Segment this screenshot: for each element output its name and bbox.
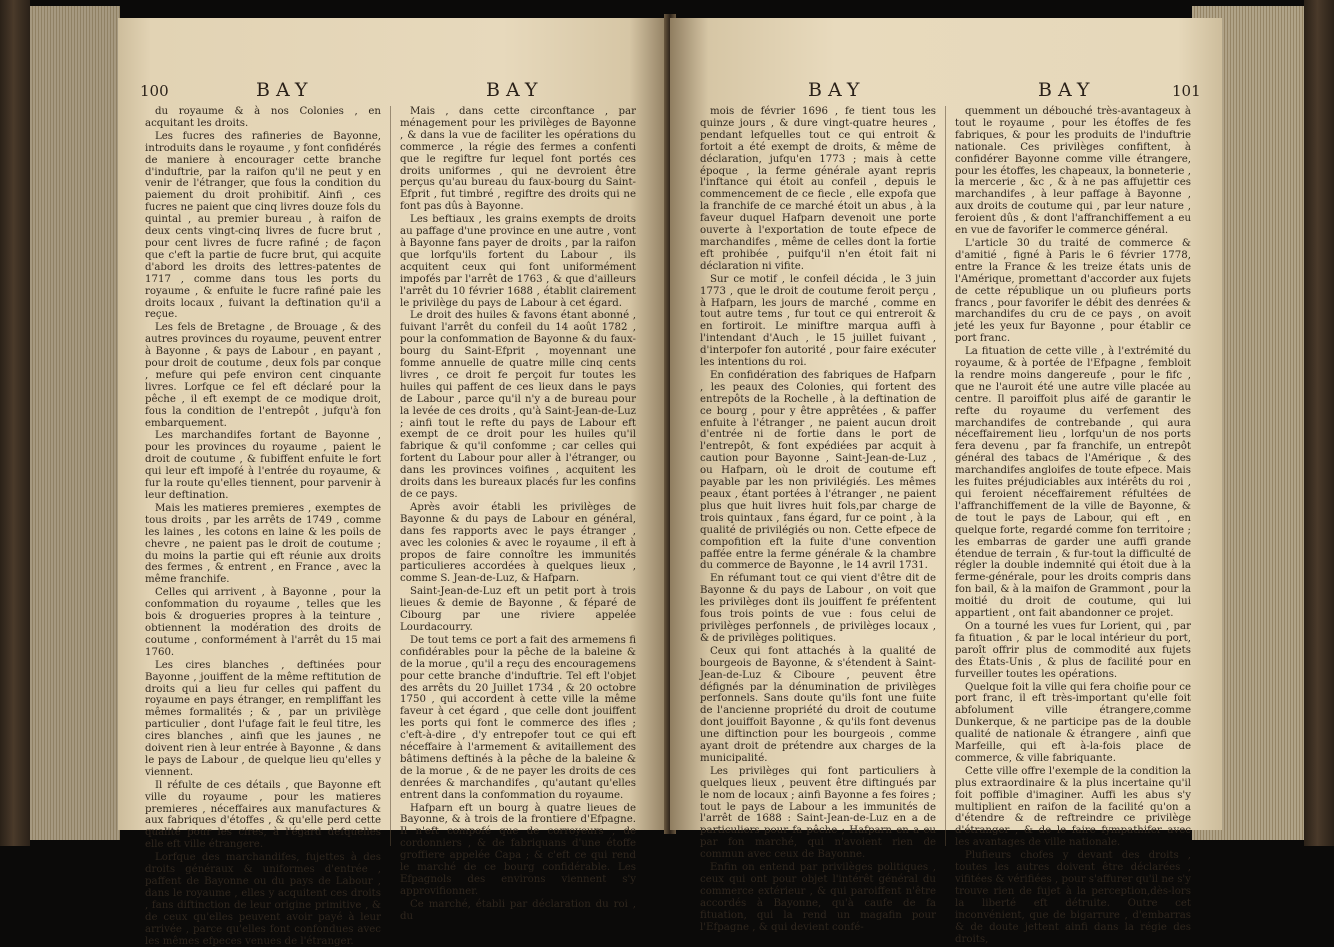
paragraph: Celles qui arrivent , à Bayonne , pour la confommation du royaume , telles que les bois & drogueries propres à la teinture , obtiennent la modération des droits de coutume , conformément à l'arrêt du 15 mai 1760. xyxy=(145,587,381,658)
paragraph: du royaume & à nos Colonies , en acquitant les droits. xyxy=(145,106,381,129)
paragraph: Les fucres des rafineries de Bayonne, introduits dans le royaume , y font confidérés de maniere à encourager cette branche d'induftrie, par la raifon qu'il ne peut y en venir de l'étranger, que fous la condition du paiement du droit prohibitif. Ainfi , ces fucres ne paient que cinq livres douze fols du quintal , au premier bureau , à raifon de deux cents vingt-cinq livres de fucre brut , pour cent livres de fucre rafiné ; de façon que c'eft la partie de fucre brut, qui acquite d'abord les droits des lettres-patentes de 1717 , comme dans tous les ports du royaume , & enfuite le fucre rafiné paie les droits locaux , fuivant la deftination qu'il a reçue. xyxy=(145,130,381,321)
text-column-left xyxy=(700,106,936,934)
running-head: BAY xyxy=(256,79,314,101)
paragraph: Après avoir établi les privilèges de Bayonne & du pays de Labour en général, dans fes rapports avec le pays étranger , avec les colonies & avec le royaume , il eft à propos de faire connoître les immunités particulieres accordées à quelques lieux , comme S. Jean-de-Luz, & Hafparn. xyxy=(400,501,636,585)
page-number: 100 xyxy=(140,82,169,100)
paragraph: Ce marché, établi par déclaration du roi , du xyxy=(400,898,636,922)
page-100 xyxy=(118,18,668,947)
column-rule xyxy=(390,106,391,846)
paragraph: Saint-Jean-de-Luz eft un petit port à trois lieues & demie de Bayonne , & féparé de Cibourg par une riviere appelée Lourdacourry. xyxy=(400,586,636,633)
page-edges-left xyxy=(30,6,120,840)
paragraph: Les beftiaux , les grains exempts de droits au paffage d'une province en une autre , vont à Bayonne fans payer de droits , par la raifon que lorfqu'ils fortent du Labour , ils acquitent ceux qui font uniformément impofés par l'arrêt de 1763 , & que d'ailleurs l'arrêt du 10 février 1688 , établit clairement le privilège du pays de Labour à cet égard. xyxy=(400,214,636,309)
page-101 xyxy=(670,18,1222,945)
paragraph: Mais , dans cette circonftance , par ménagement pour les privilèges de Bayonne , & dans la vue de faciliter les opérations du commerce , la régie des fermes a confenti que le regiftre fur lequel font portés ces droits uniformes , qui ne devroient être perçus qu'au bureau du faux-bourg du Saint-Efprit , fut timbré , regiftre des droits qui ne font pas dûs à Bayonne. xyxy=(400,106,636,213)
running-head: BAY xyxy=(486,79,544,101)
paragraph: Quelque foit la ville qui fera choifie pour ce port franc, il eft très-important qu'elle foit abfolument ville étrangere,comme Dunkerque, & ne participe pas de la double qualité de nationale & étrangere , ainfi que Marfeille, qui eft à-la-fois place de commerce, & ville fabriquante. xyxy=(955,681,1191,764)
paragraph: Il réfulte de ces détails , que Bayonne eft ville du royaume , pour les matieres premieres , néceffaires aux manufactures & aux fabriques d'étoffes , & qu'elle perd cette qualité pour les cires, à l'égard defquelles elle eft ville étrangere. xyxy=(145,779,381,851)
paragraph: La fituation de cette ville , à l'extrémité du royaume, & à portée de l'Efpagne , fembloit la rendre moins dangereufe , pour le fifc , que ne l'auroit été une autre ville placée au centre. Il paroiffoit plus aifé de garantir le refte du royaume du verfement des marchandifes de contrebande , qui aura néceffairement lieu , lorfqu'un de nos ports fera devenu , par fa franchife, un entrepôt général des tabacs de l'Amérique , & des marchandifes angloifes de toute efpece. Mais les fuites préjudiciables aux intérêts du roi , qui feroient néceffairement réfultées de l'affranchiffement de la ville de Bayonne, & de tout le pays de Labour, qui eft , en quelque forte, regardé comme fon territoire ; les embarras de garder une auffi grande étendue de terrain , & fur-tout la difficulté de régler la double indemnité qui étoit due à la ferme-générale, pour les droits compris dans fon bail, & à la maifon de Grammont , pour la moitié du droit de coutume, qui lui appartient , ont fait abandonner ce projet. xyxy=(955,346,1191,620)
paragraph: Les marchandifes fortant de Bayonne , pour les provinces du royaume , paient le droit de coutume , & fubiffent enfuite le fort qui leur eft impofé à l'entrée du royaume, & fur la route qu'elles tiennent, pour parvenir à leur deftination. xyxy=(145,430,381,501)
paragraph: quemment un débouché très-avantageux à tout le royaume , pour les étoffes de fes fabriques, & pour les produits de l'induftrie nationale. Ces privilèges confiftent, à confidérer Bayonne comme ville étrangere, pour les étoffes, les chapeaux, la bonneterie , la mercerie , &c , & à ne pas affujettir ces marchandifes , à leur paffage à Bayonne , aux droits de coutume qui , par leur nature , feroient dûs , & dont l'affranchiffement a eu en vue de favorifer le commerce général. xyxy=(955,106,1191,237)
paragraph: Ceux qui font attachés à la qualité de bourgeois de Bayonne, & s'étendent à Saint-Jean-de-Luz & Ciboure , peuvent être défignés par la dénumination de privilèges perfonnels. Sans doute qu'ils font une fuite de l'ancienne propriété du droit de coutume dont jouiffoit Bayonne , & qu'ils font devenus une diftinction pour les bourgeois , comme ayant droit de prétendre aux charges de la municipalité. xyxy=(700,645,936,764)
paragraph: Les fels de Bretagne , de Brouage , & des autres provinces du royaume, peuvent entrer à Bayonne , & pays de Labour , en payant , pour droit de coutume , deux fols par conque , mefure qui pefe environ cent cinquante livres. Lorfque ce fel eft déclaré pour la pêche , il eft exempt de ce modique droit, fous la condition de l'entrepôt , jufqu'à fon embarquement. xyxy=(145,322,381,429)
text-column-right xyxy=(400,106,636,923)
paragraph: Mais les matieres premieres , exemptes de tous droits , par les arrêts de 1749 , comme les laines , les cotons en laine & les poils de chevre , ne paient pas le droit de coutume ; du moins la partie qui eft réunie aux droits des fermes , & entrent , en France , avec la même franchife. xyxy=(145,502,381,586)
paragraph: En confidération des fabriques de Hafparn , les peaux des Colonies, qui fortent des entrepôts de la Rochelle , à la deftination de ce bourg , pour y être apprêtées , & paffer enfuite à l'étranger , ne paient aucun droit d'entrée ni de fortie dans le port de l'entrepôt, & font expédiées par acquit à caution pour Bayonne , Saint-Jean-de-Luz , ou Hafparn, où le droit de coutume eft payable par les non privilégiés. Les mêmes peaux , étant portées à l'étranger , ne paient plus que huit livres huit fols,par charge de trois quintaux , fans égard, fur ce point , à la qualité de privilégiés ou non. Cette efpece de compofition eft la fuite d'une convention paffée entre la ferme générale & la chambre du commerce de Bayonne , le 14 avril 1731. xyxy=(700,369,936,572)
text-column-right xyxy=(955,106,1191,945)
paragraph: Plufieurs chofes y devant des droits , toutes les autres doivent être déclarées , vifitées & vérifiées , pour s'affurer qu'il ne s'y trouve rien de fujet à la perception,dès-lors la liberté eft détruite. Outre cet inconvénient, que de bigarrure , d'embarras & de doute jettent ainfi dans la régie des droits, xyxy=(955,850,1191,945)
paragraph: Le droit des huiles & favons étant abonné , fuivant l'arrêt du confeil du 14 août 1782 , pour la confommation de Bayonne & du faux-bourg du Saint-Efprit , moyennant une fomme annuelle de quatre mille cinq cents livres , ce droit fe perçoit fur toutes les huiles qui paffent de ces lieux dans le pays de Labour , parce qu'il n'y a de bureau pour la levée de ces droits , qu'à Saint-Jean-de-Luz ; ainfi tout le refte du pays de Labour eft exempt de ce droit pour les huiles qu'il fabrique & qu'il confomme ; car celles qui fortent du Labour pour aller à l'étranger, ou dans les provinces voifines , acquitent les droits dans les bureaux placés fur les confins de ce pays. xyxy=(400,310,636,500)
book-cover-left xyxy=(0,0,30,846)
paragraph: De tout tems ce port a fait des armemens fi confidérables pour la pêche de la baleine & de la morue , qu'il a reçu des encouragemens pour cette branche d'induftrie. Tel eft l'objet des arrêts du 20 Juillet 1734 , & 20 octobre 1750 , qui accordent à cette ville la même faveur à cet égard , que celle dont jouiffent les ports qui font le commerce des ifles ; c'eft-à-dire , d'y entrepofer tout ce qui eft néceffaire à l'armement & avitaillement des bâtimens deftinés à la pêche de la baleine & de la morue , & de ne payer les droits de ces denrées & marchandifes , qu'autant qu'elles entrent dans la confommation du royaume. xyxy=(400,634,636,801)
paragraph: Les cires blanches , deftinées pour Bayonne , jouiffent de la même reftitution de droits qui a lieu fur celles qui paffent du royaume en pays étranger, en rempliffant les mêmes formalités ; & , par un privilège particulier , dont l'ufage fait le feul titre, les cires blanches , ainfi que les jaunes , ne doivent rien à leur entrée à Bayonne , & dans le pays de Labour , de quelque lieu qu'elles y viennent. xyxy=(145,659,381,778)
paragraph: En réfumant tout ce qui vient d'être dit de Bayonne & du pays de Labour , on voit que les privilèges dont ils jouiffent fe préfentent fous trois points de vue : fous celui de privilèges perfonnels , de privilèges locaux , & de privilèges politiques. xyxy=(700,573,936,644)
page-header xyxy=(118,80,668,102)
paragraph: Enfin on entend par privilèges politiques , ceux qui ont pour objet l'intérêt général du commerce extérieur , & qui paroiffent n'être accordés à Bayonne, qu'à caufe de fa fituation, qui la rend un magafin pour l'Efpagne , & qui devient confé- xyxy=(700,862,936,933)
paragraph: Cette ville offre l'exemple de la condition la plus extraordinaire & la plus incertaine qu'il foit poffible d'imaginer. Auffi les abus s'y multiplient en raifon de la facilité qu'on a d'étendre & de reftreindre ce privilège d'étranger , & de le faire fympathifer avec les avantages de ville nationale. xyxy=(955,765,1191,849)
page-number: 101 xyxy=(1172,82,1201,100)
paragraph: Sur ce motif , le confeil décida , le 3 juin 1773 , que le droit de coutume feroit perçu , à Hafparn, les jours de marché , comme en tout autre tems , fur tout ce qui entreroit & en fortiroit. Le miniftre marqua auffi à l'intendant d'Auch , le 15 juillet fuivant , d'interpofer fon autorité , pour faire exécuter les intentions du roi. xyxy=(700,273,936,369)
paragraph: Hafparn eft un bourg à quatre lieues de Bayonne, & à trois de la frontiere d'Efpagne. Il n'eft compofé que de corroyeurs , de cordonniers , & de fabriquans d'une étoffe groffiere appelée Capa ; & c'eft ce qui rend le marché de ce bourg confidérable. Les Efpagnols des environs viennent s'y approvifionner. xyxy=(400,802,636,897)
book-cover-right xyxy=(1304,0,1334,846)
paragraph: Lorfque des marchandifes, fujettes à des droits généraux & uniformes d'entrée , paffent de Bayonne ou du pays de Labour , dans le royaume , elles y acquitent ces droits , fans diftinction de leur origine primitive , & de ceux qu'elles peuvent avoir payé à leur arrivée , parce qu'elles font confondues avec les mêmes efpeces venues de l'étranger. xyxy=(145,852,381,947)
running-head: BAY xyxy=(808,79,866,101)
paragraph: mois de février 1696 , fe tient tous les quinze jours , & dure vingt-quatre heures , pendant lefquelles tout ce qui entroit & fortoit a été exempt de droits, & même de déclaration, jufqu'en 1773 ; mais à cette époque , la ferme générale ayant repris l'inftance qui étoit au confeil , depuis le commencement de ce fiecle , elle expofa que la franchife de ce marché étoit un abus , à la faveur duquel Hafparn devenoit une porte ouverte à l'exportation de toute efpece de marchandifes , même de celles dont la fortie eft prohibée , puifqu'il n'en étoit fait ni déclaration ni vifite. xyxy=(700,106,936,272)
paragraph: On a tourné les vues fur Lorient, qui , par fa fituation , & par le local intérieur du port, paroît offrir plus de commodité aux fujets des États-Unis , & plus de facilité pour en furveiller toutes les opérations. xyxy=(955,620,1191,680)
paragraph: Les privilèges qui font particuliers à quelques lieux , peuvent être diftingués par le nom de locaux ; ainfi Bayonne a fes foires ; tout le pays de Labour a les immunités de l'arrêt de 1688 : Saint-Jean-de-Luz en a de particuliers pour fa pêche ; Hafparn en a eu par fon marché, qui n'avoient rien de commun avec ceux de Bayonne. xyxy=(700,765,936,861)
paragraph: L'article 30 du traité de commerce & d'amitié , figné à Paris le 6 février 1778, entre la France & les treize états unis de l'Amérique, promettant d'accorder aux fujets de cette république un ou plufieurs ports francs , pour favorifer le débit des denrées & marchandifes du cru de ce pays , on avoit jeté les yeux fur Bayonne , pour établir ce port franc. xyxy=(955,237,1191,345)
column-rule xyxy=(945,106,946,846)
text-column-left xyxy=(145,106,381,947)
page-header xyxy=(670,80,1222,102)
running-head: BAY xyxy=(1038,79,1096,101)
